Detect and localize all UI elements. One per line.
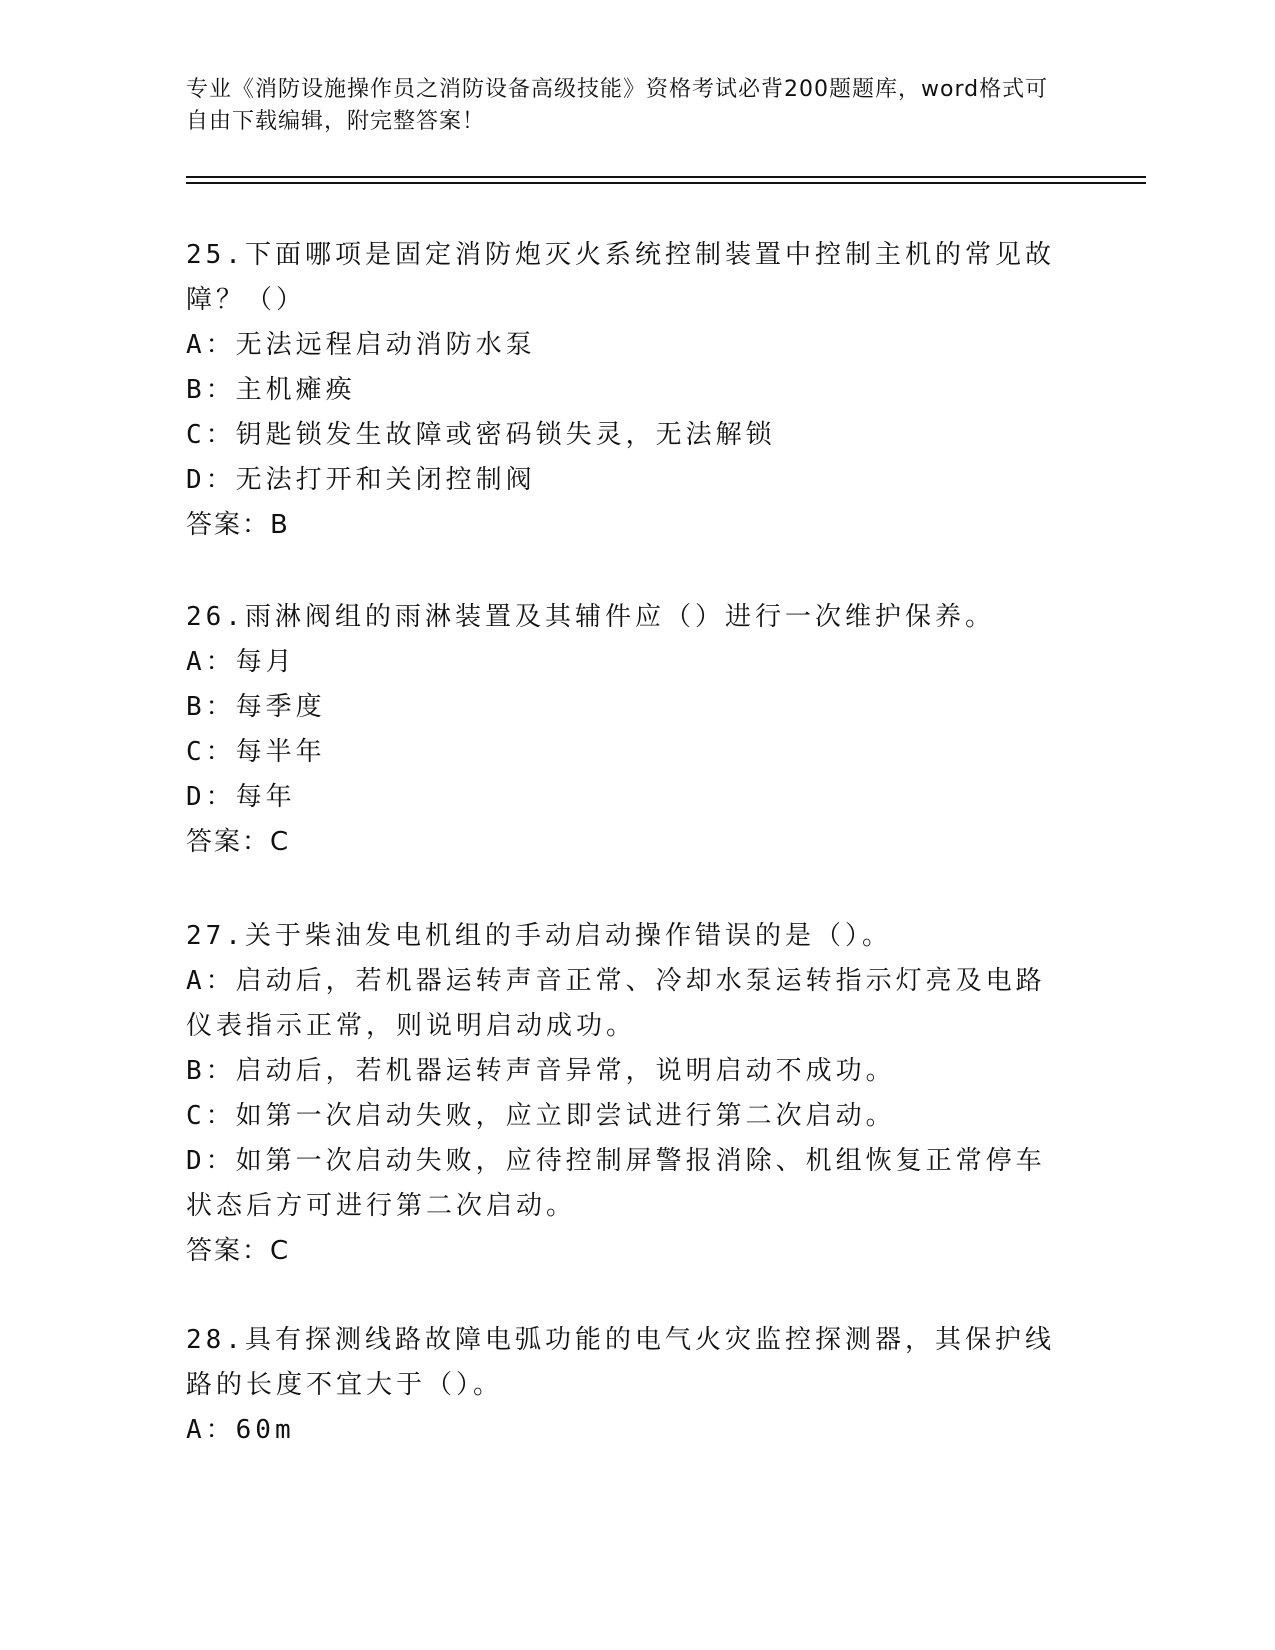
header-divider-top [186,176,1146,178]
header-divider-bottom [186,182,1146,184]
question-stem: 27.关于柴油发电机组的手动启动操作错误的是（）。 [186,921,892,951]
option-b: B：每季度 [186,692,326,722]
question-26 [186,595,1066,865]
answer: 答案：C [186,1236,291,1266]
option-a: A：60m [186,1415,295,1445]
option-b: B：启动后，若机器运转声音异常，说明启动不成功。 [186,1056,896,1086]
option-b: B：主机瘫痪 [186,375,356,405]
question-stem: 28.具有探测线路故障电弧功能的电气火灾监控探测器，其保护线路的长度不宜大于（）。 [186,1325,1055,1400]
document-intro: 专业《消防设施操作员之消防设备高级技能》资格考试必背200题题库，word格式可自由下载编辑，附完整答案！ [186,77,1049,134]
option-c: C：钥匙锁发生故障或密码锁失灵，无法解锁 [186,420,776,450]
option-d: D：如第一次启动失败，应待控制屏警报消除、机组恢复正常停车状态后方可进行第二次启动。 [186,1146,1046,1221]
option-d: D：无法打开和关闭控制阀 [186,465,536,495]
option-a: A：无法远程启动消防水泵 [186,330,536,360]
answer: 答案：B [186,510,290,540]
option-a: A：每月 [186,647,296,677]
question-25 [186,233,1066,548]
question-28 [186,1318,1066,1453]
question-27 [186,914,1066,1274]
question-stem: 25.下面哪项是固定消防炮灭火系统控制装置中控制主机的常见故障？（） [186,240,1055,315]
option-a: A：启动后，若机器运转声音正常、冷却水泵运转指示灯亮及电路仪表指示正常，则说明启动成功。 [186,966,1046,1041]
option-c: C：每半年 [186,737,326,767]
option-d: D：每年 [186,782,296,812]
answer: 答案：C [186,827,291,857]
question-stem: 26.雨淋阀组的雨淋装置及其辅件应（）进行一次维护保养。 [186,602,995,632]
option-c: C：如第一次启动失败，应立即尝试进行第二次启动。 [186,1101,896,1131]
